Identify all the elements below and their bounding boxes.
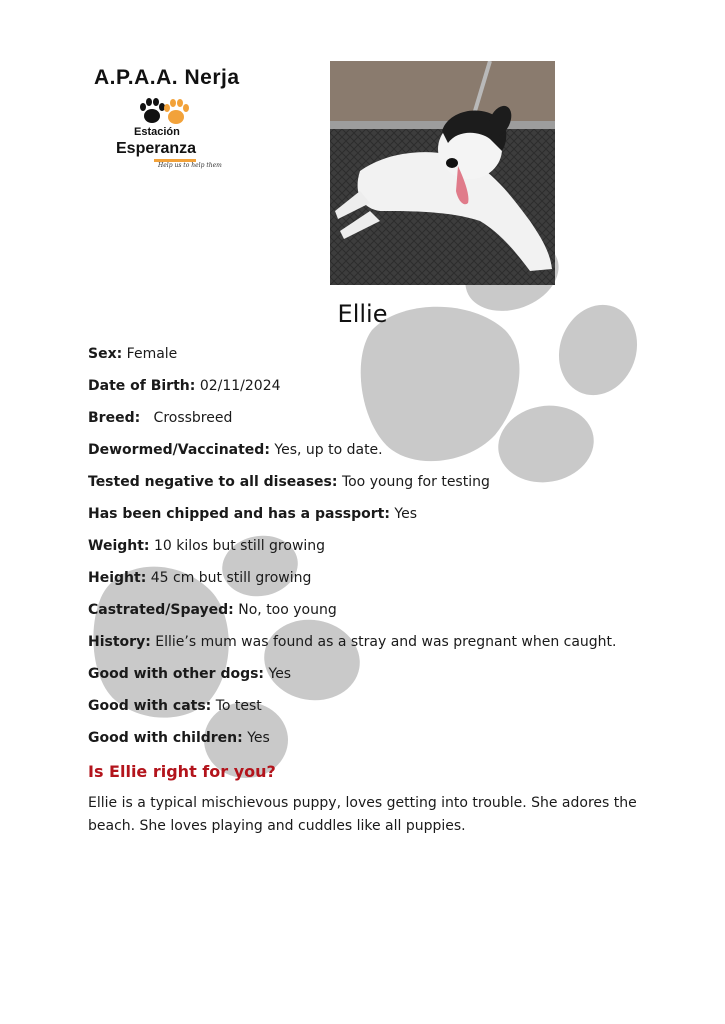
pet-details: [88, 344, 617, 760]
field-sex: Sex: Female: [88, 346, 178, 362]
field-dewormed-vaccinated: Dewormed/Vaccinated: Yes, up to date.: [88, 442, 383, 458]
dog-photo: [330, 61, 555, 285]
field-castrated-spayed: Castrated/Spayed: No, too young: [88, 602, 337, 618]
field-weight: Weight: 10 kilos but still growing: [88, 538, 326, 554]
field-good-with-children: Good with children: Yes: [88, 730, 270, 746]
section-heading: Is Ellie right for you?: [88, 762, 276, 781]
field-chipped-passport: Has been chipped and has a passport: Yes: [88, 506, 418, 522]
pet-name: Ellie: [337, 300, 388, 328]
field-good-with-dogs: Good with other dogs: Yes: [88, 666, 292, 682]
logo-tagline: Help us to help them: [158, 162, 222, 169]
logo-title: A.P.A.A. Nerja: [94, 66, 240, 89]
logo-subtitle: Estación: [134, 126, 180, 138]
field-history: History: Ellie’s mum was found as a stray and was pregnant when caught.: [88, 634, 617, 650]
field-breed: Breed: Crossbreed: [88, 410, 233, 426]
field-good-with-cats: Good with cats: To test: [88, 698, 262, 714]
field-tested-negative: Tested negative to all diseases: Too young for testing: [88, 474, 490, 490]
field-date-of-birth: Date of Birth: 02/11/2024: [88, 378, 281, 394]
logo-name: Esperanza: [116, 140, 197, 157]
organization-logo: [90, 62, 240, 182]
description-paragraph: Ellie is a typical mischievous puppy, loves getting into trouble. She adores the beach. She loves playing and cuddles like all puppies.: [88, 795, 637, 834]
paw-prints-icon: [138, 96, 190, 128]
field-height: Height: 45 cm but still growing: [88, 570, 312, 586]
